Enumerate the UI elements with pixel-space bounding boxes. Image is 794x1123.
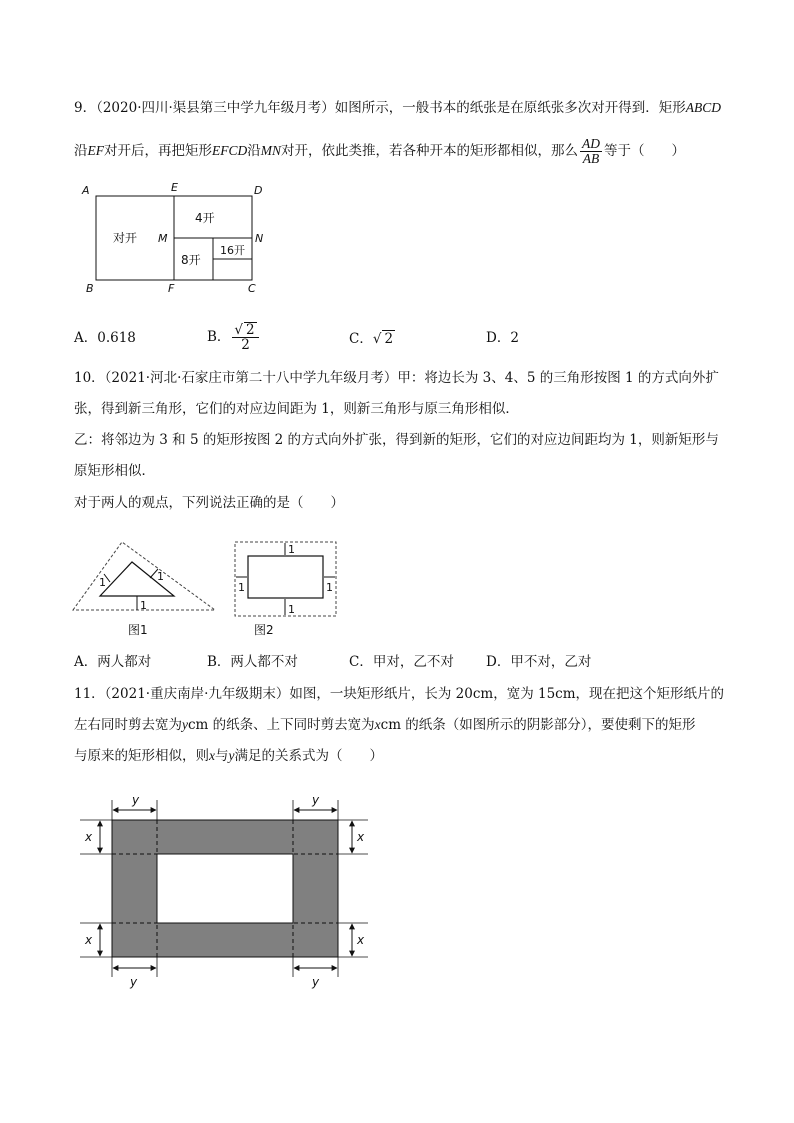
q11-line1: 11．（2021·重庆南岸·九年级期末）如图，一块矩形纸片，长为 20cm，宽为 15cm，现在把这个矩形纸片的 bbox=[74, 686, 725, 702]
gap-label-right: 1 bbox=[157, 570, 164, 583]
label-e: E bbox=[171, 181, 178, 194]
q9-frac-den: AB bbox=[582, 151, 600, 166]
q9-option-d-label: D． bbox=[486, 330, 511, 346]
q9-option-a-value: 0.618 bbox=[97, 330, 136, 346]
q9-line1 bbox=[74, 100, 721, 116]
q9-option-b-den: 2 bbox=[241, 337, 250, 353]
q9-text-d: 对开，依此类推，若各种开本的矩形都相似，那么 bbox=[281, 143, 578, 159]
q10-line1: 10．（2021·河北·石家庄市第二十八中学九年级月考）甲：将边长为 3、4、5 的三角形按图 1 的方式向外扩 bbox=[74, 370, 719, 386]
q9-option-c-value: 2 bbox=[384, 331, 394, 347]
q10-line5: 对于两人的观点，下列说法正确的是（ ） bbox=[74, 495, 344, 511]
q10-figure-2 bbox=[232, 540, 342, 640]
region-half: 对开 bbox=[113, 231, 138, 245]
q10-line4: 原矩形相似． bbox=[74, 463, 155, 479]
q9-line1-text: 9．（2020·四川·渠县第三中学九年级月考）如图所示，一般书本的纸张是在原纸张多次对开得到．矩形 bbox=[74, 100, 686, 116]
q9-ef: EF bbox=[87, 143, 104, 158]
q10-line2: 张，得到新三角形，它们的对应边间距为 1，则新三角形与原三角形相似． bbox=[74, 401, 519, 417]
q9-option-c-label: C． bbox=[349, 331, 373, 347]
q11-text-c: cm 的纸条（如图所示的阴影部分），要使剩下的矩形 bbox=[380, 717, 696, 733]
q11-var-x: x bbox=[374, 717, 381, 732]
q10-option-d[interactable]: D．甲不对，乙对 bbox=[486, 654, 592, 670]
q9-text-a: 沿 bbox=[74, 143, 88, 159]
gap-label-left: 1 bbox=[99, 576, 106, 589]
q9-option-b[interactable] bbox=[207, 322, 261, 352]
label-f: F bbox=[168, 282, 175, 295]
fig2-caption: 图2 bbox=[254, 623, 274, 637]
inner-rectangle bbox=[248, 556, 323, 598]
q11-text-f: 满足的关系式为（ ） bbox=[234, 748, 383, 764]
q11-var-x-2: x bbox=[209, 748, 215, 763]
gap-label-bottom-2: 1 bbox=[288, 603, 295, 616]
q9-option-d[interactable] bbox=[486, 330, 519, 346]
q11-text-e: 与 bbox=[215, 748, 229, 764]
q9-frac-num: AD bbox=[582, 136, 600, 151]
q11-var-y-2: y bbox=[228, 748, 235, 763]
label-c: C bbox=[248, 282, 256, 295]
q10-line3: 乙：将邻边为 3 和 5 的矩形按图 2 的方式向外扩张，得到新的矩形，它们的对应边间距均为 1，则新矩形与 bbox=[74, 432, 719, 448]
q9-option-b-num: 2 bbox=[246, 322, 255, 338]
region-quarter: 4开 bbox=[195, 211, 215, 225]
q9-figure bbox=[78, 180, 278, 300]
q11-var-y: y bbox=[182, 717, 188, 732]
label-y-bottom-left: y bbox=[130, 975, 138, 989]
label-d: D bbox=[254, 184, 263, 197]
label-x-right-bottom: x bbox=[357, 933, 365, 947]
q10-option-b[interactable]: B．两人都不对 bbox=[207, 654, 298, 670]
q9-fraction bbox=[580, 137, 602, 166]
q11-text-d: 与原来的矩形相似，则 bbox=[74, 748, 209, 764]
q9-option-b-frac: $\frac{√ 2}{2}$ bbox=[232, 322, 258, 352]
q9-option-c[interactable]: C．√ 2 bbox=[349, 331, 394, 347]
label-a: A bbox=[82, 184, 90, 197]
region-sixteenth: 16开 bbox=[220, 244, 245, 257]
gap-label-left-2: 1 bbox=[238, 581, 245, 594]
q9-option-d-value: 2 bbox=[510, 330, 519, 346]
q9-abcd: ABCD bbox=[685, 100, 722, 115]
region-eighth: 8开 bbox=[181, 253, 201, 267]
q9-efcd: EFCD bbox=[212, 143, 248, 158]
q11-text-a: 左右同时剪去宽为 bbox=[74, 717, 182, 733]
gap-label-bottom: 1 bbox=[140, 599, 147, 612]
label-b: B bbox=[86, 282, 94, 295]
q10-figure-1 bbox=[70, 540, 220, 640]
q11-text-b: cm 的纸条、上下同时剪去宽为 bbox=[188, 717, 375, 733]
q9-text-c: 沿 bbox=[247, 143, 261, 159]
label-m: M bbox=[158, 232, 168, 245]
label-n: N bbox=[255, 232, 264, 245]
q9-option-b-label: B． bbox=[207, 329, 231, 345]
q9-text-e: 等于（ ） bbox=[604, 143, 685, 159]
label-x-left-top: x bbox=[85, 830, 93, 844]
q9-option-a-label: A． bbox=[74, 330, 98, 346]
q9-text-b: 对开后，再把矩形 bbox=[104, 143, 212, 159]
q11-figure bbox=[76, 790, 376, 1000]
label-x-right-top: x bbox=[357, 830, 365, 844]
label-y-top-right: y bbox=[312, 793, 320, 807]
gap-label-top: 1 bbox=[288, 543, 295, 556]
q9-line2 bbox=[74, 137, 685, 166]
q10-option-a[interactable]: A．两人都对 bbox=[74, 654, 152, 670]
label-x-left-bottom: x bbox=[85, 933, 93, 947]
q10-option-c[interactable]: C．甲对，乙不对 bbox=[349, 654, 454, 670]
label-y-bottom-right: y bbox=[312, 975, 320, 989]
fig1-caption: 图1 bbox=[128, 623, 148, 637]
shaded-frame bbox=[112, 820, 338, 957]
q9-mn: MN bbox=[260, 143, 281, 158]
q9-option-a[interactable] bbox=[74, 330, 136, 346]
label-y-top-left: y bbox=[132, 793, 140, 807]
q11-line2 bbox=[74, 717, 696, 733]
q11-line3 bbox=[74, 748, 383, 764]
gap-label-right-2: 1 bbox=[326, 581, 333, 594]
